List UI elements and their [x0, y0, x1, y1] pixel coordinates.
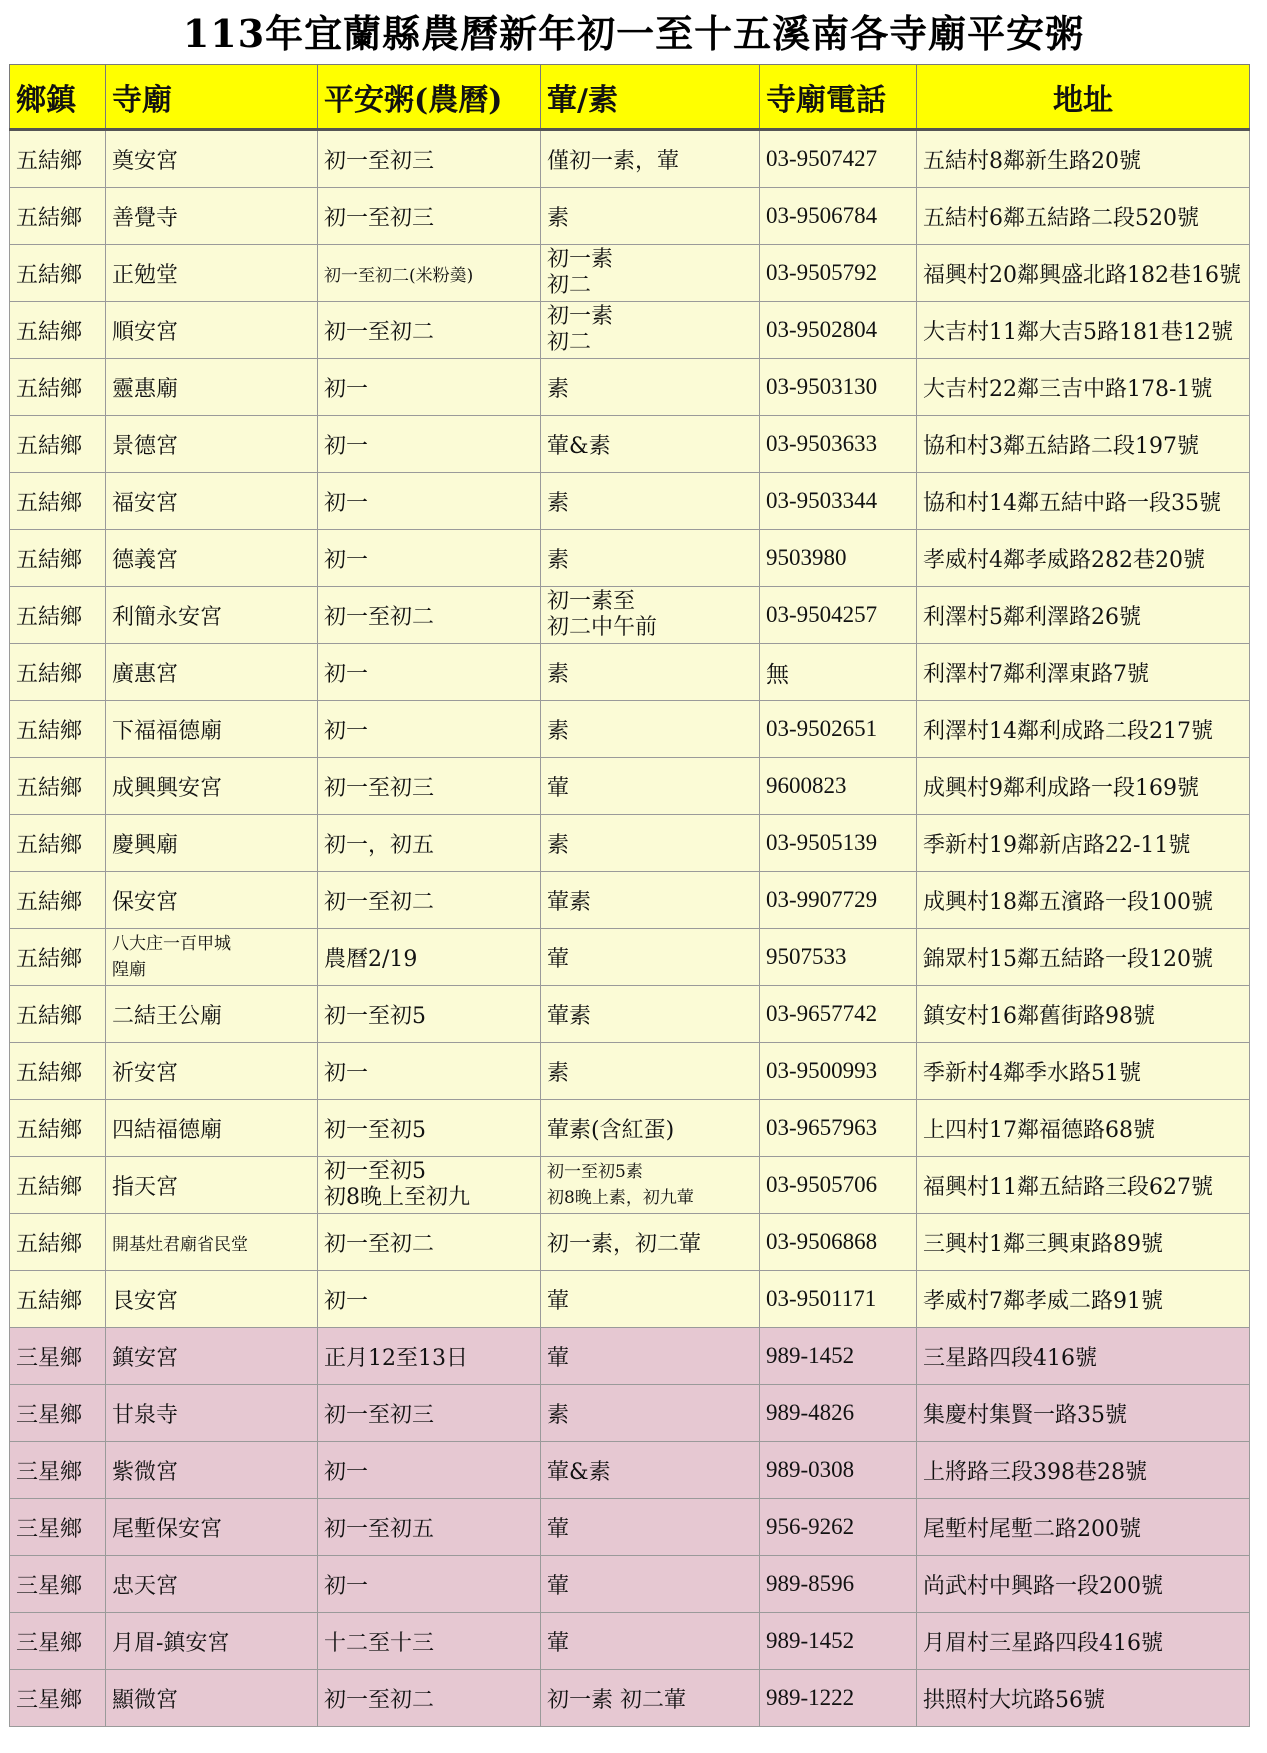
cell-address: 三星路四段416號	[917, 1328, 1250, 1385]
cell-period: 初一至初5 初8晚上至初九	[318, 1157, 541, 1214]
table-body	[10, 130, 1250, 1727]
cell-phone: 03-9505139	[760, 815, 917, 872]
cell-period: 初一至初二	[318, 302, 541, 359]
cell-period: 初一至初三	[318, 1385, 541, 1442]
cell-address: 孝威村4鄰孝威路282巷20號	[917, 530, 1250, 587]
cell-period: 初一	[318, 416, 541, 473]
cell-town: 五結鄉	[10, 1100, 106, 1157]
cell-diet: 葷	[541, 1499, 760, 1556]
cell-period: 正月12至13日	[318, 1328, 541, 1385]
cell-temple: 祈安宮	[106, 1043, 318, 1100]
cell-temple: 指天宮	[106, 1157, 318, 1214]
table-row	[10, 1442, 1250, 1499]
cell-town: 五結鄉	[10, 872, 106, 929]
cell-period: 十二至十三	[318, 1613, 541, 1670]
cell-temple: 艮安宮	[106, 1271, 318, 1328]
cell-address: 福興村20鄰興盛北路182巷16號	[917, 245, 1250, 302]
cell-phone: 989-8596	[760, 1556, 917, 1613]
cell-diet: 初一素 初二	[541, 245, 760, 302]
cell-temple: 二結王公廟	[106, 986, 318, 1043]
table-row	[10, 1385, 1250, 1442]
cell-period: 初一至初二	[318, 1670, 541, 1727]
cell-temple: 鎮安宮	[106, 1328, 318, 1385]
cell-town: 五結鄉	[10, 929, 106, 986]
cell-phone: 989-1452	[760, 1613, 917, 1670]
cell-town: 五結鄉	[10, 130, 106, 188]
cell-address: 利澤村5鄰利澤路26號	[917, 587, 1250, 644]
cell-phone: 03-9506784	[760, 188, 917, 245]
cell-period: 初一，初五	[318, 815, 541, 872]
cell-address: 季新村19鄰新店路22-11號	[917, 815, 1250, 872]
cell-town: 三星鄉	[10, 1613, 106, 1670]
header-town: 鄉鎮	[10, 65, 106, 130]
cell-address: 五結村8鄰新生路20號	[917, 130, 1250, 188]
cell-town: 五結鄉	[10, 359, 106, 416]
cell-diet: 素	[541, 473, 760, 530]
cell-phone: 989-1452	[760, 1328, 917, 1385]
table-row	[10, 701, 1250, 758]
cell-phone: 03-9657963	[760, 1100, 917, 1157]
cell-diet: 葷&素	[541, 1442, 760, 1499]
table-row	[10, 986, 1250, 1043]
cell-town: 三星鄉	[10, 1556, 106, 1613]
table-row	[10, 815, 1250, 872]
cell-phone: 9600823	[760, 758, 917, 815]
cell-diet: 初一素，初二葷	[541, 1214, 760, 1271]
cell-phone: 03-9504257	[760, 587, 917, 644]
cell-diet: 初一素 初二葷	[541, 1670, 760, 1727]
cell-phone: 無	[760, 644, 917, 701]
table-row	[10, 929, 1250, 986]
table-row	[10, 245, 1250, 302]
cell-address: 成興村9鄰利成路一段169號	[917, 758, 1250, 815]
cell-period: 初一至初二	[318, 587, 541, 644]
cell-address: 利澤村14鄰利成路二段217號	[917, 701, 1250, 758]
cell-period: 初一至初5	[318, 986, 541, 1043]
cell-phone: 03-9505792	[760, 245, 917, 302]
cell-diet: 素	[541, 701, 760, 758]
cell-address: 尾塹村尾塹二路200號	[917, 1499, 1250, 1556]
cell-town: 五結鄉	[10, 245, 106, 302]
cell-address: 三興村1鄰三興東路89號	[917, 1214, 1250, 1271]
cell-address: 成興村18鄰五濱路一段100號	[917, 872, 1250, 929]
table-row	[10, 1328, 1250, 1385]
cell-address: 錦眾村15鄰五結路一段120號	[917, 929, 1250, 986]
cell-phone: 03-9502651	[760, 701, 917, 758]
table-row	[10, 359, 1250, 416]
cell-diet: 初一素 初二	[541, 302, 760, 359]
cell-period: 農曆2/19	[318, 929, 541, 986]
cell-temple: 紫微宮	[106, 1442, 318, 1499]
cell-temple: 下福福德廟	[106, 701, 318, 758]
cell-temple: 忠天宮	[106, 1556, 318, 1613]
cell-address: 協和村3鄰五結路二段197號	[917, 416, 1250, 473]
cell-phone: 989-4826	[760, 1385, 917, 1442]
cell-phone: 9503980	[760, 530, 917, 587]
cell-temple: 四結福德廟	[106, 1100, 318, 1157]
header-period: 平安粥(農曆)	[318, 65, 541, 130]
cell-address: 福興村11鄰五結路三段627號	[917, 1157, 1250, 1214]
cell-address: 上將路三段398巷28號	[917, 1442, 1250, 1499]
table-row	[10, 587, 1250, 644]
cell-address: 五結村6鄰五結路二段520號	[917, 188, 1250, 245]
header-phone: 寺廟電話	[760, 65, 917, 130]
cell-period: 初一至初二(米粉羮)	[318, 245, 541, 302]
cell-period: 初一	[318, 1556, 541, 1613]
cell-diet: 葷	[541, 929, 760, 986]
cell-diet: 葷素	[541, 986, 760, 1043]
cell-phone: 03-9502804	[760, 302, 917, 359]
table-row	[10, 473, 1250, 530]
cell-address: 協和村14鄰五結中路一段35號	[917, 473, 1250, 530]
cell-diet: 葷	[541, 758, 760, 815]
table-row	[10, 530, 1250, 587]
cell-diet: 素	[541, 359, 760, 416]
table-row	[10, 1100, 1250, 1157]
temple-porridge-table	[9, 64, 1250, 1727]
cell-temple: 尾塹保安宮	[106, 1499, 318, 1556]
cell-period: 初一至初二	[318, 1214, 541, 1271]
cell-temple: 成興興安宮	[106, 758, 318, 815]
cell-temple: 景德宮	[106, 416, 318, 473]
cell-phone: 989-0308	[760, 1442, 917, 1499]
table-row	[10, 758, 1250, 815]
cell-period: 初一至初三	[318, 188, 541, 245]
cell-town: 五結鄉	[10, 1157, 106, 1214]
cell-diet: 葷	[541, 1271, 760, 1328]
cell-diet: 素	[541, 815, 760, 872]
cell-phone: 03-9907729	[760, 872, 917, 929]
table-row	[10, 302, 1250, 359]
cell-period: 初一	[318, 1271, 541, 1328]
cell-temple: 利簡永安宮	[106, 587, 318, 644]
cell-town: 五結鄉	[10, 1214, 106, 1271]
header-diet: 葷/素	[541, 65, 760, 130]
cell-address: 尚武村中興路一段200號	[917, 1556, 1250, 1613]
cell-diet: 素	[541, 1043, 760, 1100]
cell-temple: 正勉堂	[106, 245, 318, 302]
cell-temple: 福安宮	[106, 473, 318, 530]
cell-temple: 順安宮	[106, 302, 318, 359]
cell-phone: 03-9506868	[760, 1214, 917, 1271]
cell-town: 五結鄉	[10, 587, 106, 644]
cell-address: 季新村4鄰季水路51號	[917, 1043, 1250, 1100]
cell-address: 利澤村7鄰利澤東路7號	[917, 644, 1250, 701]
table-row	[10, 130, 1250, 188]
cell-phone: 9507533	[760, 929, 917, 986]
cell-diet: 僅初一素，葷	[541, 130, 760, 188]
cell-temple: 靈惠廟	[106, 359, 318, 416]
cell-temple: 善覺寺	[106, 188, 318, 245]
cell-phone: 956-9262	[760, 1499, 917, 1556]
cell-period: 初一至初三	[318, 758, 541, 815]
header-row	[10, 65, 1250, 130]
cell-diet: 素	[541, 644, 760, 701]
table-row	[10, 1556, 1250, 1613]
table-row	[10, 644, 1250, 701]
cell-diet: 葷	[541, 1556, 760, 1613]
cell-temple: 顯微宮	[106, 1670, 318, 1727]
cell-period: 初一	[318, 473, 541, 530]
cell-period: 初一	[318, 701, 541, 758]
cell-temple: 開基灶君廟省民堂	[106, 1214, 318, 1271]
cell-temple: 廣惠宮	[106, 644, 318, 701]
cell-address: 上四村17鄰福德路68號	[917, 1100, 1250, 1157]
cell-phone: 03-9503344	[760, 473, 917, 530]
cell-diet: 素	[541, 1385, 760, 1442]
cell-phone: 03-9500993	[760, 1043, 917, 1100]
table-row	[10, 1670, 1250, 1727]
cell-period: 初一至初5	[318, 1100, 541, 1157]
cell-address: 拱照村大坑路56號	[917, 1670, 1250, 1727]
cell-temple: 慶興廟	[106, 815, 318, 872]
cell-phone: 03-9505706	[760, 1157, 917, 1214]
cell-diet: 葷素	[541, 872, 760, 929]
cell-town: 五結鄉	[10, 302, 106, 359]
cell-town: 三星鄉	[10, 1499, 106, 1556]
table-row	[10, 188, 1250, 245]
cell-diet: 初一素至 初二中午前	[541, 587, 760, 644]
cell-town: 五結鄉	[10, 530, 106, 587]
cell-temple: 德義宮	[106, 530, 318, 587]
cell-address: 月眉村三星路四段416號	[917, 1613, 1250, 1670]
table-row	[10, 872, 1250, 929]
cell-town: 五結鄉	[10, 815, 106, 872]
cell-temple: 八大庄一百甲城 隍廟	[106, 929, 318, 986]
cell-phone: 03-9503633	[760, 416, 917, 473]
cell-address: 鎮安村16鄰舊街路98號	[917, 986, 1250, 1043]
cell-town: 五結鄉	[10, 986, 106, 1043]
cell-town: 三星鄉	[10, 1670, 106, 1727]
cell-address: 集慶村集賢一路35號	[917, 1385, 1250, 1442]
cell-address: 孝威村7鄰孝威二路91號	[917, 1271, 1250, 1328]
cell-town: 五結鄉	[10, 644, 106, 701]
cell-period: 初一	[318, 644, 541, 701]
table-row	[10, 1157, 1250, 1214]
cell-period: 初一至初五	[318, 1499, 541, 1556]
cell-phone: 989-1222	[760, 1670, 917, 1727]
table-row	[10, 1613, 1250, 1670]
cell-phone: 03-9657742	[760, 986, 917, 1043]
cell-diet: 葷素(含紅蛋)	[541, 1100, 760, 1157]
cell-period: 初一至初三	[318, 130, 541, 188]
cell-town: 五結鄉	[10, 701, 106, 758]
cell-town: 三星鄉	[10, 1385, 106, 1442]
cell-period: 初一	[318, 359, 541, 416]
cell-temple: 保安宮	[106, 872, 318, 929]
cell-town: 五結鄉	[10, 758, 106, 815]
cell-phone: 03-9503130	[760, 359, 917, 416]
cell-phone: 03-9507427	[760, 130, 917, 188]
table-row	[10, 416, 1250, 473]
table-row	[10, 1271, 1250, 1328]
table-row	[10, 1043, 1250, 1100]
cell-town: 五結鄉	[10, 1271, 106, 1328]
page-title: 113年宜蘭縣農曆新年初一至十五溪南各寺廟平安粥	[182, 11, 1085, 56]
header-address: 地址	[917, 65, 1250, 130]
cell-phone: 03-9501171	[760, 1271, 917, 1328]
table-row	[10, 1499, 1250, 1556]
cell-period: 初一	[318, 1043, 541, 1100]
cell-period: 初一	[318, 530, 541, 587]
cell-diet: 初一至初5素 初8晚上素，初九葷	[541, 1157, 760, 1214]
cell-period: 初一	[318, 1442, 541, 1499]
cell-period: 初一至初二	[318, 872, 541, 929]
table-row	[10, 1214, 1250, 1271]
cell-town: 五結鄉	[10, 416, 106, 473]
cell-town: 三星鄉	[10, 1328, 106, 1385]
cell-address: 大吉村22鄰三吉中路178-1號	[917, 359, 1250, 416]
cell-diet: 素	[541, 188, 760, 245]
cell-diet: 葷	[541, 1613, 760, 1670]
cell-town: 五結鄉	[10, 473, 106, 530]
cell-temple: 甘泉寺	[106, 1385, 318, 1442]
cell-diet: 素	[541, 530, 760, 587]
cell-town: 三星鄉	[10, 1442, 106, 1499]
header-temple: 寺廟	[106, 65, 318, 130]
cell-temple: 月眉-鎮安宮	[106, 1613, 318, 1670]
cell-town: 五結鄉	[10, 188, 106, 245]
cell-address: 大吉村11鄰大吉5路181巷12號	[917, 302, 1250, 359]
cell-diet: 葷	[541, 1328, 760, 1385]
cell-temple: 奠安宮	[106, 130, 318, 188]
cell-town: 五結鄉	[10, 1043, 106, 1100]
cell-diet: 葷&素	[541, 416, 760, 473]
